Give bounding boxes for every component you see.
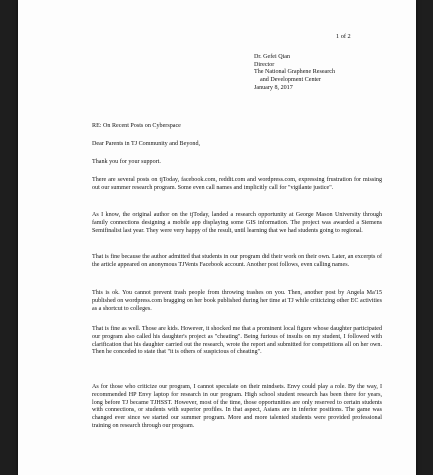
salutation: Dear Parents in TJ Community and Beyond, bbox=[92, 141, 201, 147]
sender-title: Director bbox=[254, 61, 275, 68]
sender-address-block bbox=[254, 54, 335, 93]
paragraph-3: That is fine because the author admitted that students in our program did their work on their own. Later, an excerpts of the article appeared on anonymous TJVents Facebook account. Another post follows, even calling names. bbox=[92, 254, 382, 268]
sender-name: Dr. Gefei Qian bbox=[254, 54, 291, 60]
letter-date: January 8, 2017 bbox=[254, 84, 293, 91]
page-number: 1 of 2 bbox=[336, 33, 351, 40]
paragraph-1: There are several posts on tjToday, facebook.com, reddit.com and wordpress.com, expressing frustration for missing out our summer research program. Some even call names and implicitly call for "vigilante justice". bbox=[92, 177, 382, 191]
sender-organization-cont: and Development Center bbox=[260, 77, 321, 84]
subject-line: RE: On Recent Posts on Cyberspace bbox=[92, 123, 181, 129]
letter-page bbox=[18, 0, 416, 475]
thanks-line: Thank you for your support. bbox=[92, 159, 161, 165]
paragraph-2: As I know, the original author on the tjToday, landed a research opportunity at George Mason University through family connections designing a mobile app displaying some GIS information. The project was awarded a Siemens Semifinalist last year. They were very happy of the result, until learning that we had students going to regional. bbox=[92, 212, 382, 234]
paragraph-6: As for those who criticize our program, I cannot speculate on their mindsets. Envy could play a role. By the way, I recommended HP Envy laptop for research in our program. High school student research has been there for years, long before TJ became TJHSST. However, most of the time, those opportunities are only reserved to certain students with connections, or students with superior profiles. In that aspect, Asians are in inferior positions. The game was changed ever since we started our summer program. More and more talented students were provided professional training on research through our program. bbox=[92, 384, 382, 429]
paragraph-4: This is ok. You cannot prevent trash people from throwing trashes on you. Then, another post by Angela Ma'15 published on wordpress.com bragging on her book published during her time at TJ while criticizing other EC activities as a shortcut to colleges. bbox=[92, 290, 382, 312]
paragraph-5: That is fine as well. Those are kids. However, it shocked me that a prominent local figure whose daughter participated our program also called his daughter's project as "cheating". Being furious of insults on my student, I followed with clarification that his daughter carried out the research, wrote the report and submitted for competitions all on her own. Then he conceded to state that "it is others of suspicious of cheating". bbox=[92, 326, 382, 356]
sender-organization: The National Graphene Research bbox=[254, 69, 336, 76]
